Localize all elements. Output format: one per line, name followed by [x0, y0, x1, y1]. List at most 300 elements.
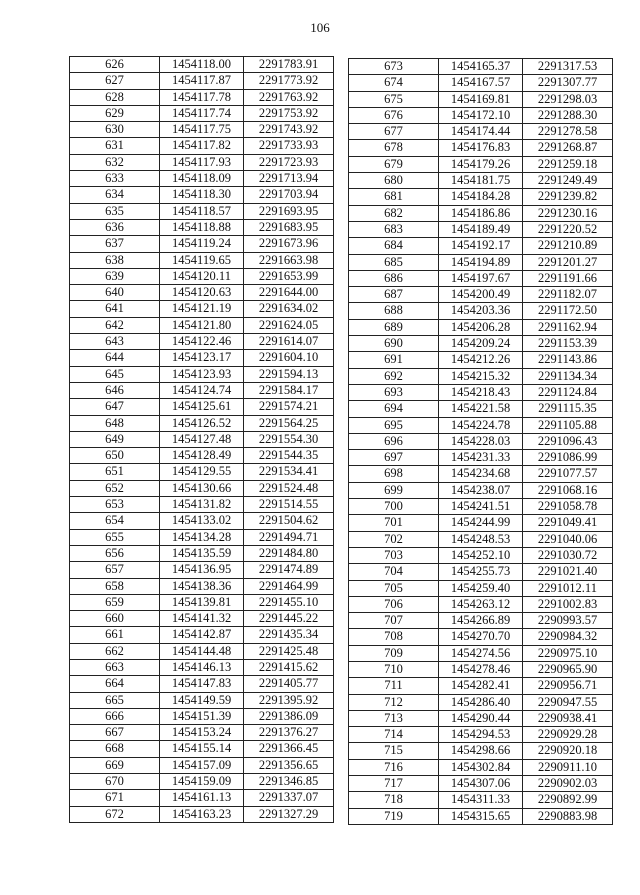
- x-coordinate-cell: 1454120.11: [160, 268, 244, 284]
- x-coordinate-cell: 1454184.28: [439, 189, 523, 205]
- point-number-cell: 687: [349, 287, 439, 303]
- y-coordinate-cell: 2291317.53: [523, 59, 613, 75]
- point-number-cell: 672: [70, 806, 160, 822]
- table-row: [349, 466, 613, 482]
- point-number-cell: 692: [349, 368, 439, 384]
- table-row: [349, 776, 613, 792]
- y-coordinate-cell: 2291673.96: [244, 236, 334, 252]
- point-number-cell: 702: [349, 531, 439, 547]
- x-coordinate-cell: 1454194.89: [439, 254, 523, 270]
- x-coordinate-cell: 1454209.24: [439, 336, 523, 352]
- x-coordinate-cell: 1454294.53: [439, 727, 523, 743]
- x-coordinate-cell: 1454117.78: [160, 89, 244, 105]
- point-number-cell: 673: [349, 59, 439, 75]
- point-number-cell: 664: [70, 676, 160, 692]
- x-coordinate-cell: 1454136.95: [160, 562, 244, 578]
- table-row: [70, 382, 334, 398]
- point-number-cell: 696: [349, 433, 439, 449]
- table-row: [70, 790, 334, 806]
- x-coordinate-cell: 1454123.93: [160, 366, 244, 382]
- table-row: [349, 384, 613, 400]
- y-coordinate-cell: 2291307.77: [523, 75, 613, 91]
- point-number-cell: 658: [70, 578, 160, 594]
- point-number-cell: 666: [70, 708, 160, 724]
- x-coordinate-cell: 1454151.39: [160, 708, 244, 724]
- table-row: [349, 743, 613, 759]
- y-coordinate-cell: 2290902.03: [523, 776, 613, 792]
- table-row: [70, 301, 334, 317]
- table-row: [349, 270, 613, 286]
- x-coordinate-cell: 1454231.33: [439, 450, 523, 466]
- x-coordinate-cell: 1454139.81: [160, 594, 244, 610]
- point-number-cell: 665: [70, 692, 160, 708]
- y-coordinate-cell: 2291096.43: [523, 433, 613, 449]
- table-row: [349, 694, 613, 710]
- x-coordinate-cell: 1454172.10: [439, 107, 523, 123]
- point-number-cell: 715: [349, 743, 439, 759]
- x-coordinate-cell: 1454274.56: [439, 645, 523, 661]
- table-row: [70, 350, 334, 366]
- y-coordinate-cell: 2291474.89: [244, 562, 334, 578]
- point-number-cell: 680: [349, 173, 439, 189]
- point-number-cell: 694: [349, 401, 439, 417]
- y-coordinate-cell: 2291554.30: [244, 431, 334, 447]
- x-coordinate-cell: 1454118.88: [160, 219, 244, 235]
- x-coordinate-cell: 1454174.44: [439, 124, 523, 140]
- y-coordinate-cell: 2291049.41: [523, 515, 613, 531]
- x-coordinate-cell: 1454157.09: [160, 757, 244, 773]
- x-coordinate-cell: 1454307.06: [439, 776, 523, 792]
- point-number-cell: 646: [70, 382, 160, 398]
- y-coordinate-cell: 2290929.28: [523, 727, 613, 743]
- y-coordinate-cell: 2291464.99: [244, 578, 334, 594]
- table-row: [349, 140, 613, 156]
- x-coordinate-cell: 1454248.53: [439, 531, 523, 547]
- table-row: [70, 594, 334, 610]
- x-coordinate-cell: 1454144.48: [160, 643, 244, 659]
- y-coordinate-cell: 2291021.40: [523, 564, 613, 580]
- y-coordinate-cell: 2291068.16: [523, 482, 613, 498]
- y-coordinate-cell: 2291182.07: [523, 287, 613, 303]
- x-coordinate-cell: 1454311.33: [439, 792, 523, 808]
- y-coordinate-cell: 2291376.27: [244, 725, 334, 741]
- table-row: [349, 808, 613, 824]
- table-row: [70, 513, 334, 529]
- table-row: [70, 431, 334, 447]
- point-number-cell: 719: [349, 808, 439, 824]
- table-row: [349, 238, 613, 254]
- table-row: [70, 268, 334, 284]
- table-row: [349, 221, 613, 237]
- point-number-cell: 667: [70, 725, 160, 741]
- table-row: [349, 678, 613, 694]
- x-coordinate-cell: 1454131.82: [160, 497, 244, 513]
- table-row: [349, 531, 613, 547]
- point-number-cell: 678: [349, 140, 439, 156]
- table-row: [349, 287, 613, 303]
- point-number-cell: 650: [70, 448, 160, 464]
- x-coordinate-cell: 1454135.59: [160, 545, 244, 561]
- x-coordinate-cell: 1454203.36: [439, 303, 523, 319]
- x-coordinate-cell: 1454118.00: [160, 57, 244, 73]
- point-number-cell: 682: [349, 205, 439, 221]
- y-coordinate-cell: 2291162.94: [523, 319, 613, 335]
- point-number-cell: 710: [349, 661, 439, 677]
- table-row: [70, 187, 334, 203]
- y-coordinate-cell: 2291405.77: [244, 676, 334, 692]
- point-number-cell: 699: [349, 482, 439, 498]
- point-number-cell: 685: [349, 254, 439, 270]
- x-coordinate-cell: 1454192.17: [439, 238, 523, 254]
- y-coordinate-cell: 2291230.16: [523, 205, 613, 221]
- table-row: [349, 547, 613, 563]
- table-row: [349, 727, 613, 743]
- x-coordinate-cell: 1454117.87: [160, 73, 244, 89]
- table-row: [349, 303, 613, 319]
- table-row: [70, 122, 334, 138]
- y-coordinate-cell: 2291594.13: [244, 366, 334, 382]
- y-coordinate-cell: 2291105.88: [523, 417, 613, 433]
- table-row: [349, 792, 613, 808]
- table-row: [349, 107, 613, 123]
- y-coordinate-cell: 2291327.29: [244, 806, 334, 822]
- x-coordinate-cell: 1454200.49: [439, 287, 523, 303]
- table-row: [349, 629, 613, 645]
- x-coordinate-cell: 1454127.48: [160, 431, 244, 447]
- point-number-cell: 683: [349, 221, 439, 237]
- point-number-cell: 648: [70, 415, 160, 431]
- point-number-cell: 697: [349, 450, 439, 466]
- y-coordinate-cell: 2291124.84: [523, 384, 613, 400]
- x-coordinate-cell: 1454117.82: [160, 138, 244, 154]
- x-coordinate-cell: 1454122.46: [160, 334, 244, 350]
- x-coordinate-cell: 1454118.57: [160, 203, 244, 219]
- y-coordinate-cell: 2291753.92: [244, 105, 334, 121]
- point-number-cell: 698: [349, 466, 439, 482]
- table-row: [349, 613, 613, 629]
- table-row: [349, 124, 613, 140]
- point-number-cell: 707: [349, 613, 439, 629]
- point-number-cell: 653: [70, 497, 160, 513]
- y-coordinate-cell: 2291337.07: [244, 790, 334, 806]
- y-coordinate-cell: 2291366.45: [244, 741, 334, 757]
- point-number-cell: 660: [70, 611, 160, 627]
- y-coordinate-cell: 2291346.85: [244, 774, 334, 790]
- y-coordinate-cell: 2291455.10: [244, 594, 334, 610]
- table-row: [349, 499, 613, 515]
- table-row: [349, 564, 613, 580]
- point-number-cell: 655: [70, 529, 160, 545]
- y-coordinate-cell: 2291012.11: [523, 580, 613, 596]
- point-number-cell: 671: [70, 790, 160, 806]
- point-number-cell: 705: [349, 580, 439, 596]
- x-coordinate-cell: 1454298.66: [439, 743, 523, 759]
- y-coordinate-cell: 2290920.18: [523, 743, 613, 759]
- point-number-cell: 703: [349, 547, 439, 563]
- point-number-cell: 641: [70, 301, 160, 317]
- table-row: [70, 366, 334, 382]
- point-number-cell: 632: [70, 154, 160, 170]
- x-coordinate-cell: 1454138.36: [160, 578, 244, 594]
- x-coordinate-cell: 1454302.84: [439, 759, 523, 775]
- point-number-cell: 639: [70, 268, 160, 284]
- point-number-cell: 691: [349, 352, 439, 368]
- x-coordinate-cell: 1454186.86: [439, 205, 523, 221]
- table-row: [70, 219, 334, 235]
- table-row: [70, 611, 334, 627]
- y-coordinate-cell: 2291002.83: [523, 596, 613, 612]
- y-coordinate-cell: 2290883.98: [523, 808, 613, 824]
- y-coordinate-cell: 2291298.03: [523, 91, 613, 107]
- table-row: [349, 352, 613, 368]
- table-row: [349, 450, 613, 466]
- y-coordinate-cell: 2291356.65: [244, 757, 334, 773]
- table-row: [349, 156, 613, 172]
- x-coordinate-cell: 1454270.70: [439, 629, 523, 645]
- y-coordinate-cell: 2290984.32: [523, 629, 613, 645]
- x-coordinate-cell: 1454155.14: [160, 741, 244, 757]
- x-coordinate-cell: 1454181.75: [439, 173, 523, 189]
- point-number-cell: 642: [70, 317, 160, 333]
- table-row: [70, 578, 334, 594]
- y-coordinate-cell: 2291134.34: [523, 368, 613, 384]
- x-coordinate-cell: 1454153.24: [160, 725, 244, 741]
- x-coordinate-cell: 1454282.41: [439, 678, 523, 694]
- y-coordinate-cell: 2291644.00: [244, 285, 334, 301]
- x-coordinate-cell: 1454123.17: [160, 350, 244, 366]
- point-number-cell: 684: [349, 238, 439, 254]
- point-number-cell: 669: [70, 757, 160, 773]
- point-number-cell: 631: [70, 138, 160, 154]
- point-number-cell: 629: [70, 105, 160, 121]
- x-coordinate-cell: 1454133.02: [160, 513, 244, 529]
- y-coordinate-cell: 2291634.02: [244, 301, 334, 317]
- x-coordinate-cell: 1454142.87: [160, 627, 244, 643]
- y-coordinate-cell: 2291524.48: [244, 480, 334, 496]
- table-row: [70, 171, 334, 187]
- table-row: [70, 627, 334, 643]
- y-coordinate-cell: 2291058.78: [523, 499, 613, 515]
- y-coordinate-cell: 2291172.50: [523, 303, 613, 319]
- point-number-cell: 654: [70, 513, 160, 529]
- table-row: [70, 725, 334, 741]
- y-coordinate-cell: 2291763.92: [244, 89, 334, 105]
- y-coordinate-cell: 2291783.91: [244, 57, 334, 73]
- y-coordinate-cell: 2291514.55: [244, 497, 334, 513]
- x-coordinate-cell: 1454163.23: [160, 806, 244, 822]
- y-coordinate-cell: 2291584.17: [244, 382, 334, 398]
- table-row: [70, 73, 334, 89]
- x-coordinate-cell: 1454146.13: [160, 659, 244, 675]
- point-number-cell: 645: [70, 366, 160, 382]
- table-row: [70, 448, 334, 464]
- x-coordinate-cell: 1454119.65: [160, 252, 244, 268]
- point-number-cell: 718: [349, 792, 439, 808]
- table-row: [349, 319, 613, 335]
- point-number-cell: 647: [70, 399, 160, 415]
- x-coordinate-cell: 1454286.40: [439, 694, 523, 710]
- y-coordinate-cell: 2291663.98: [244, 252, 334, 268]
- x-coordinate-cell: 1454266.89: [439, 613, 523, 629]
- point-number-cell: 674: [349, 75, 439, 91]
- point-number-cell: 643: [70, 334, 160, 350]
- point-number-cell: 644: [70, 350, 160, 366]
- point-number-cell: 668: [70, 741, 160, 757]
- x-coordinate-cell: 1454117.74: [160, 105, 244, 121]
- y-coordinate-cell: 2290956.71: [523, 678, 613, 694]
- x-coordinate-cell: 1454206.28: [439, 319, 523, 335]
- point-number-cell: 662: [70, 643, 160, 659]
- y-coordinate-cell: 2290911.10: [523, 759, 613, 775]
- table-row: [70, 562, 334, 578]
- y-coordinate-cell: 2291239.82: [523, 189, 613, 205]
- table-row: [70, 529, 334, 545]
- x-coordinate-cell: 1454189.49: [439, 221, 523, 237]
- table-row: [349, 580, 613, 596]
- table-row: [349, 759, 613, 775]
- x-coordinate-cell: 1454212.26: [439, 352, 523, 368]
- x-coordinate-cell: 1454315.65: [439, 808, 523, 824]
- y-coordinate-cell: 2291703.94: [244, 187, 334, 203]
- point-number-cell: 652: [70, 480, 160, 496]
- x-coordinate-cell: 1454255.73: [439, 564, 523, 580]
- x-coordinate-cell: 1454124.74: [160, 382, 244, 398]
- y-coordinate-cell: 2291494.71: [244, 529, 334, 545]
- point-number-cell: 630: [70, 122, 160, 138]
- point-number-cell: 661: [70, 627, 160, 643]
- table-row: [349, 661, 613, 677]
- y-coordinate-cell: 2291040.06: [523, 531, 613, 547]
- y-coordinate-cell: 2291614.07: [244, 334, 334, 350]
- x-coordinate-cell: 1454129.55: [160, 464, 244, 480]
- table-row: [70, 757, 334, 773]
- point-number-cell: 626: [70, 57, 160, 73]
- x-coordinate-cell: 1454176.83: [439, 140, 523, 156]
- point-number-cell: 649: [70, 431, 160, 447]
- table-row: [349, 417, 613, 433]
- y-coordinate-cell: 2291445.22: [244, 611, 334, 627]
- y-coordinate-cell: 2290965.90: [523, 661, 613, 677]
- table-row: [70, 659, 334, 675]
- x-coordinate-cell: 1454278.46: [439, 661, 523, 677]
- point-number-cell: 689: [349, 319, 439, 335]
- y-coordinate-cell: 2291115.35: [523, 401, 613, 417]
- y-coordinate-cell: 2291713.94: [244, 171, 334, 187]
- y-coordinate-cell: 2291425.48: [244, 643, 334, 659]
- x-coordinate-cell: 1454234.68: [439, 466, 523, 482]
- y-coordinate-cell: 2291030.72: [523, 547, 613, 563]
- point-number-cell: 712: [349, 694, 439, 710]
- table-row: [349, 254, 613, 270]
- y-coordinate-cell: 2291077.57: [523, 466, 613, 482]
- table-row: [70, 399, 334, 415]
- point-number-cell: 677: [349, 124, 439, 140]
- table-row: [349, 482, 613, 498]
- x-coordinate-cell: 1454241.51: [439, 499, 523, 515]
- x-coordinate-cell: 1454169.81: [439, 91, 523, 107]
- table-row: [349, 433, 613, 449]
- point-number-cell: 688: [349, 303, 439, 319]
- point-number-cell: 714: [349, 727, 439, 743]
- table-row: [70, 317, 334, 333]
- point-number-cell: 635: [70, 203, 160, 219]
- table-row: [70, 334, 334, 350]
- y-coordinate-cell: 2291259.18: [523, 156, 613, 172]
- y-coordinate-cell: 2291723.93: [244, 154, 334, 170]
- y-coordinate-cell: 2291653.99: [244, 268, 334, 284]
- x-coordinate-cell: 1454290.44: [439, 710, 523, 726]
- point-number-cell: 637: [70, 236, 160, 252]
- x-coordinate-cell: 1454179.26: [439, 156, 523, 172]
- x-coordinate-cell: 1454134.28: [160, 529, 244, 545]
- y-coordinate-cell: 2290993.57: [523, 613, 613, 629]
- point-number-cell: 708: [349, 629, 439, 645]
- x-coordinate-cell: 1454165.37: [439, 59, 523, 75]
- point-number-cell: 706: [349, 596, 439, 612]
- table-row: [70, 154, 334, 170]
- table-row: [349, 59, 613, 75]
- point-number-cell: 709: [349, 645, 439, 661]
- point-number-cell: 675: [349, 91, 439, 107]
- coordinates-table-right: [348, 58, 613, 825]
- x-coordinate-cell: 1454118.09: [160, 171, 244, 187]
- point-number-cell: 627: [70, 73, 160, 89]
- point-number-cell: 676: [349, 107, 439, 123]
- table-row: [70, 285, 334, 301]
- y-coordinate-cell: 2291386.09: [244, 708, 334, 724]
- table-row: [349, 710, 613, 726]
- table-row: [70, 236, 334, 252]
- y-coordinate-cell: 2291395.92: [244, 692, 334, 708]
- point-number-cell: 651: [70, 464, 160, 480]
- y-coordinate-cell: 2291288.30: [523, 107, 613, 123]
- point-number-cell: 633: [70, 171, 160, 187]
- x-coordinate-cell: 1454221.58: [439, 401, 523, 417]
- y-coordinate-cell: 2291544.35: [244, 448, 334, 464]
- table-row: [349, 189, 613, 205]
- table-row: [70, 676, 334, 692]
- table-row: [70, 806, 334, 822]
- table-row: [70, 105, 334, 121]
- x-coordinate-cell: 1454121.19: [160, 301, 244, 317]
- table-row: [70, 203, 334, 219]
- table-row: [70, 692, 334, 708]
- x-coordinate-cell: 1454259.40: [439, 580, 523, 596]
- point-number-cell: 686: [349, 270, 439, 286]
- point-number-cell: 663: [70, 659, 160, 675]
- table-row: [349, 368, 613, 384]
- x-coordinate-cell: 1454238.07: [439, 482, 523, 498]
- x-coordinate-cell: 1454228.03: [439, 433, 523, 449]
- x-coordinate-cell: 1454118.30: [160, 187, 244, 203]
- table-row: [349, 401, 613, 417]
- table-row: [349, 91, 613, 107]
- point-number-cell: 700: [349, 499, 439, 515]
- x-coordinate-cell: 1454125.61: [160, 399, 244, 415]
- coordinates-table-left: [69, 56, 334, 823]
- x-coordinate-cell: 1454149.59: [160, 692, 244, 708]
- point-number-cell: 717: [349, 776, 439, 792]
- point-number-cell: 693: [349, 384, 439, 400]
- table-row: [349, 645, 613, 661]
- x-coordinate-cell: 1454128.49: [160, 448, 244, 464]
- x-coordinate-cell: 1454218.43: [439, 384, 523, 400]
- y-coordinate-cell: 2291624.05: [244, 317, 334, 333]
- y-coordinate-cell: 2291191.66: [523, 270, 613, 286]
- table-row: [349, 515, 613, 531]
- point-number-cell: 711: [349, 678, 439, 694]
- y-coordinate-cell: 2291564.25: [244, 415, 334, 431]
